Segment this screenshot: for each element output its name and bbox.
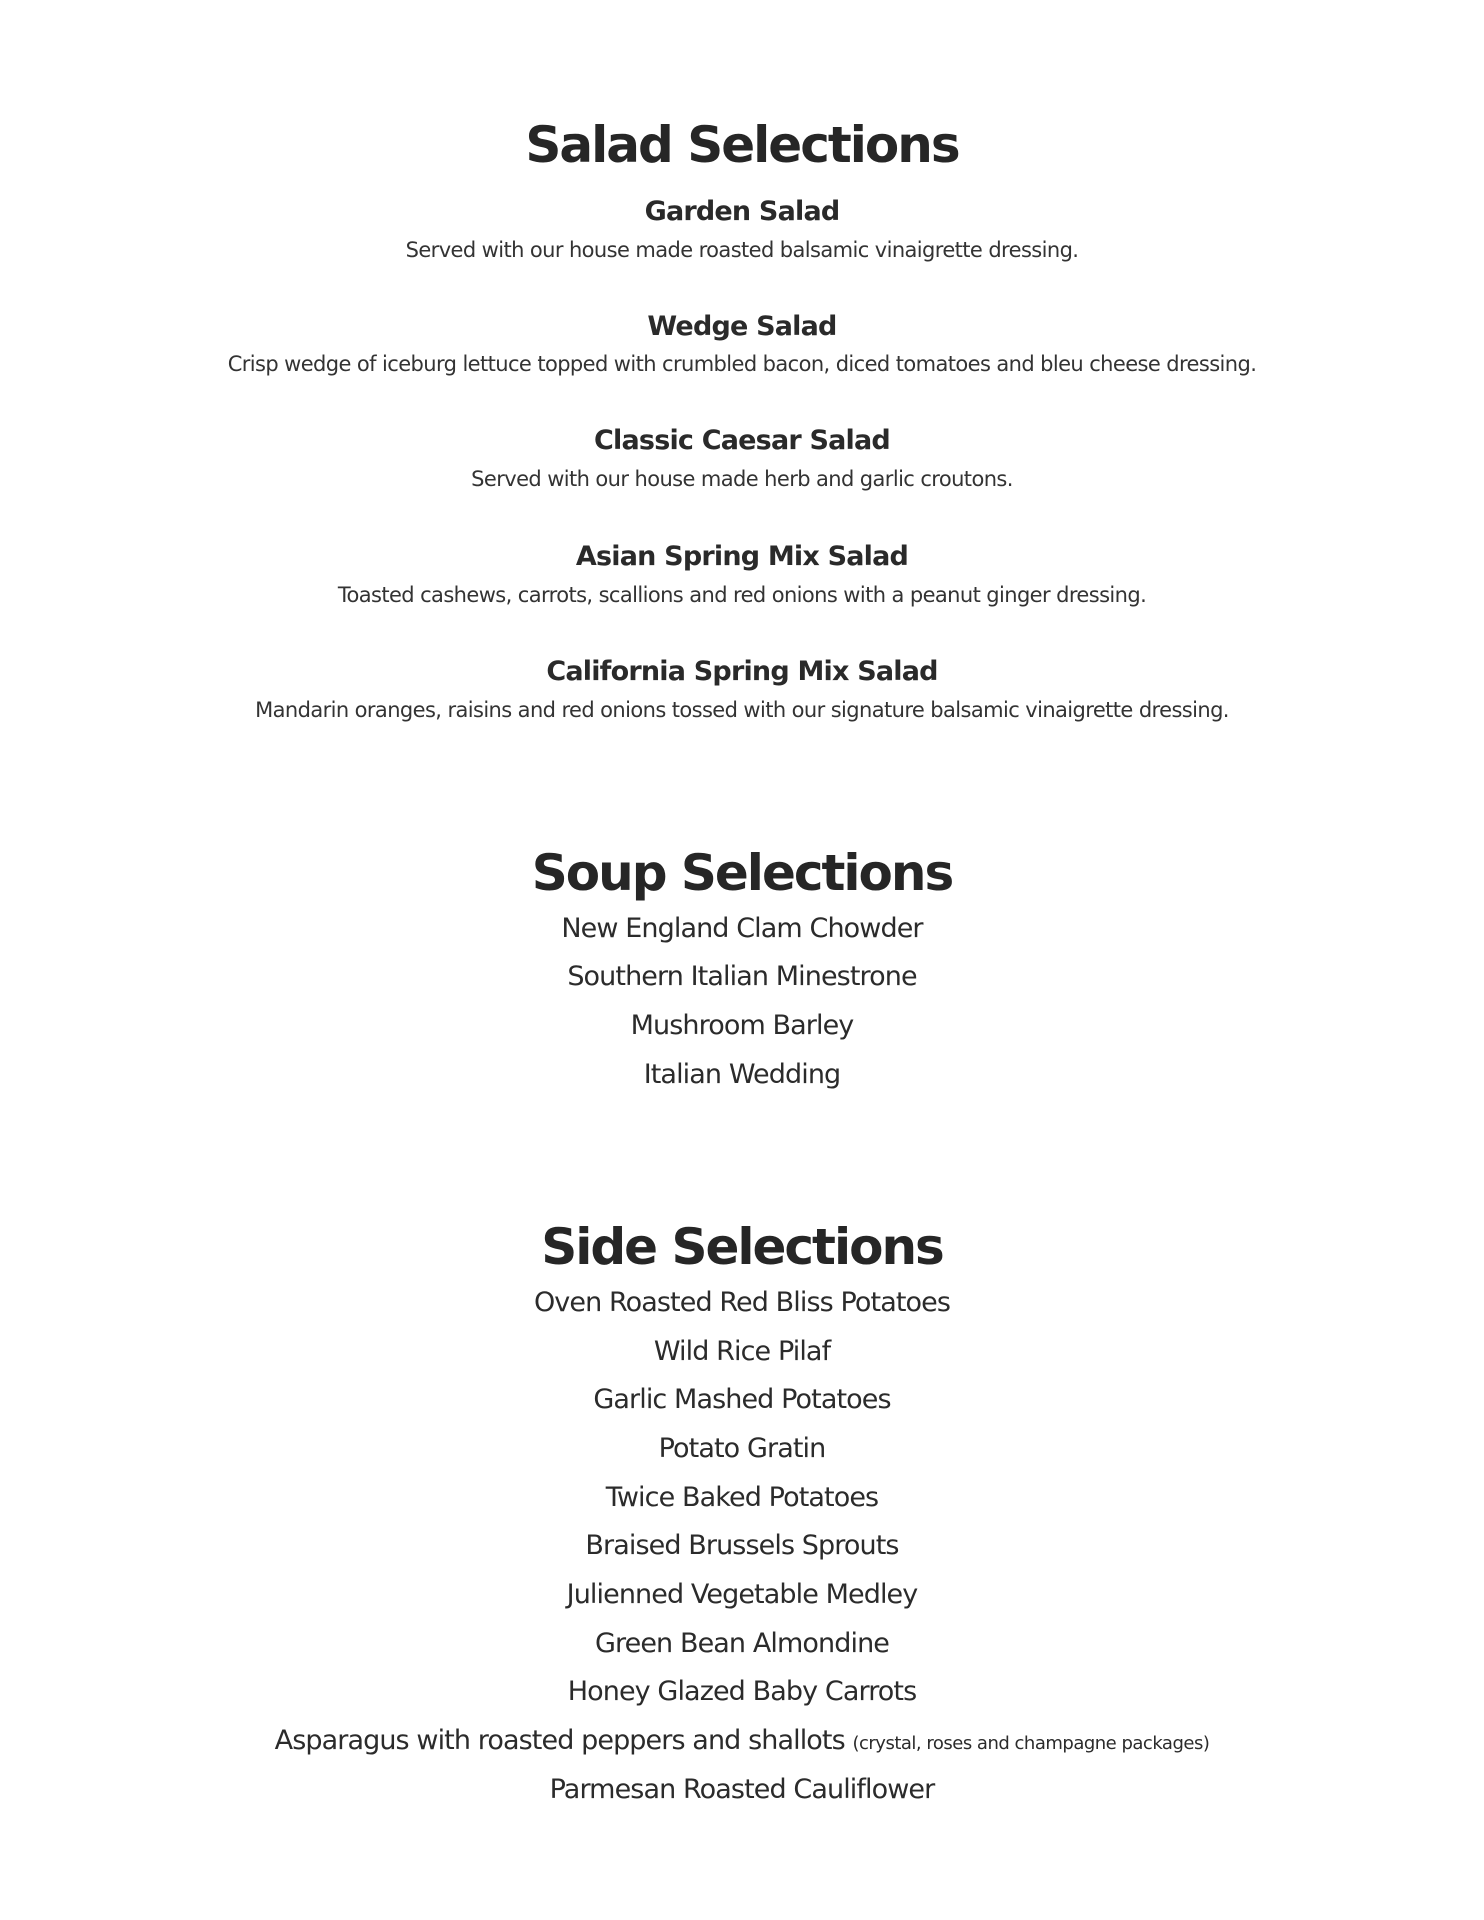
salad-item-name: Asian Spring Mix Salad xyxy=(575,541,909,572)
salad-item-desc: Served with our house made roasted balsamic vinaigrette dressing. xyxy=(405,238,1079,262)
side-item: Twice Baked Potatoes xyxy=(605,1482,879,1513)
soup-item: Italian Wedding xyxy=(643,1059,841,1090)
side-item: Honey Glazed Baby Carrots xyxy=(567,1676,917,1707)
soup-item: Southern Italian Minestrone xyxy=(567,961,917,992)
salad-item-desc: Toasted cashews, carrots, scallions and red onions with a peanut ginger dressing. xyxy=(337,583,1147,607)
salad-item-name: Wedge Salad xyxy=(647,311,837,342)
side-item: Parmesan Roasted Cauliflower xyxy=(549,1774,935,1805)
side-item: Braised Brussels Sprouts xyxy=(585,1530,899,1561)
side-item: Garlic Mashed Potatoes xyxy=(593,1384,891,1415)
side-item-label: Asparagus with roasted peppers and shallots xyxy=(274,1725,845,1756)
side-selections-title: Side Selections xyxy=(541,1218,943,1276)
salad-item-name: Garden Salad xyxy=(644,196,840,227)
salad-item-desc: Served with our house made herb and garlic croutons. xyxy=(471,467,1013,491)
side-item-asparagus xyxy=(0,1727,1484,1754)
package-note: (crystal, roses and champagne packages) xyxy=(852,1733,1210,1754)
soup-item: New England Clam Chowder xyxy=(561,913,923,944)
side-item: Potato Gratin xyxy=(658,1433,826,1464)
salad-item-name: Classic Caesar Salad xyxy=(594,425,890,456)
soup-item: Mushroom Barley xyxy=(630,1010,854,1041)
side-item: Julienned Vegetable Medley xyxy=(566,1579,918,1610)
side-item: Wild Rice Pilaf xyxy=(653,1336,831,1367)
salad-item-desc: Crisp wedge of iceburg lettuce topped with crumbled bacon, diced tomatoes and bleu cheese dressing. xyxy=(227,352,1257,376)
soup-selections-title: Soup Selections xyxy=(531,844,953,902)
salad-item-desc: Mandarin oranges, raisins and red onions tossed with our signature balsamic vinaigrette dressing. xyxy=(255,698,1229,722)
salad-selections-title: Salad Selections xyxy=(525,116,959,174)
side-item: Oven Roasted Red Bliss Potatoes xyxy=(533,1287,951,1318)
salad-item-name: California Spring Mix Salad xyxy=(546,656,938,687)
side-item: Green Bean Almondine xyxy=(595,1628,889,1659)
